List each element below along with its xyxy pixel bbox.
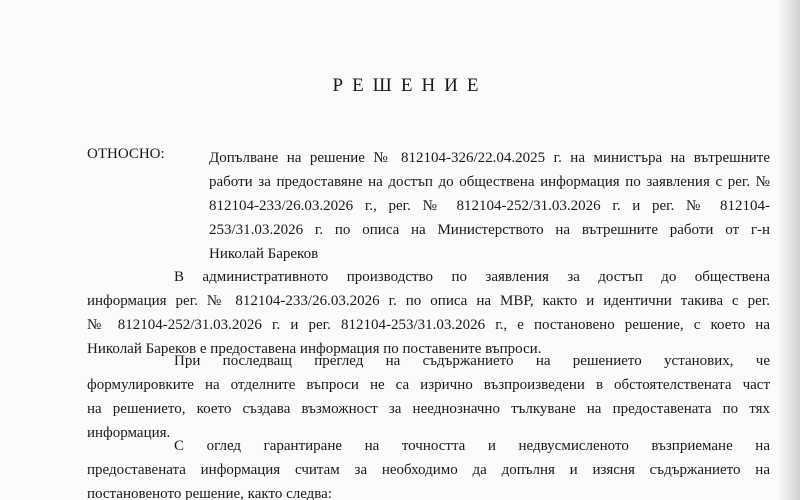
- paragraph-line: на решението, което създава възможност за нееднозначно тълкуване на предоставената по тях: [87, 401, 770, 417]
- regarding-line: 812104-233/26.03.2026 г., рег. № 812104-252/31.03.2026 г. и рег. № 812104-: [209, 198, 770, 214]
- body-paragraph-2: [87, 350, 770, 446]
- regarding-line: 253/31.03.2026 г. по описа на Министерството на вътрешните работи от г-н: [209, 222, 770, 238]
- regarding-label: ОТНОСНО:: [87, 146, 165, 162]
- paragraph-line: информация.: [87, 425, 171, 441]
- regarding-line: работи за предоставяне на достъп до обществена информация по заявления с рег. №: [209, 174, 770, 190]
- regarding-text: [209, 146, 770, 266]
- paragraph-line: постановеното решение, както следва:: [87, 486, 333, 500]
- body-paragraph-1: [87, 266, 770, 362]
- regarding-line: Николай Бареков: [209, 246, 319, 262]
- paragraph-line: В административното производство по заявления за достъп до обществена: [174, 269, 770, 285]
- paragraph-line: формулировките на отделните въпроси не са изрично възпроизведени в обстоятелствената част: [87, 377, 770, 393]
- paragraph-line: Николай Бареков е предоставена информация по поставените въпроси.: [87, 341, 542, 357]
- paragraph-line: При последващ преглед на съдържанието на решението установих, че: [174, 353, 770, 369]
- body-paragraph-3: [87, 435, 770, 500]
- paragraph-line: информация рег. № 812104-233/26.03.2026 г. по описа на МВР, както и идентични такива с рег.: [87, 293, 770, 309]
- paragraph-line: предоставената информация считам за необходимо да допълня и изясня съдържанието на: [87, 462, 770, 478]
- paragraph-line: С оглед гарантиране на точността и недвусмисленото възприемане на: [174, 438, 770, 454]
- document-title: РЕШЕНИЕ: [332, 75, 488, 96]
- regarding-line: Допълване на решение № 812104-326/22.04.2025 г. на министъра на вътрешните: [209, 150, 770, 166]
- page-edge-shadow: [778, 0, 800, 500]
- paragraph-line: № 812104-252/31.03.2026 г. и рег. 812104-253/31.03.2026 г., е постановено решение, с което на: [87, 317, 770, 333]
